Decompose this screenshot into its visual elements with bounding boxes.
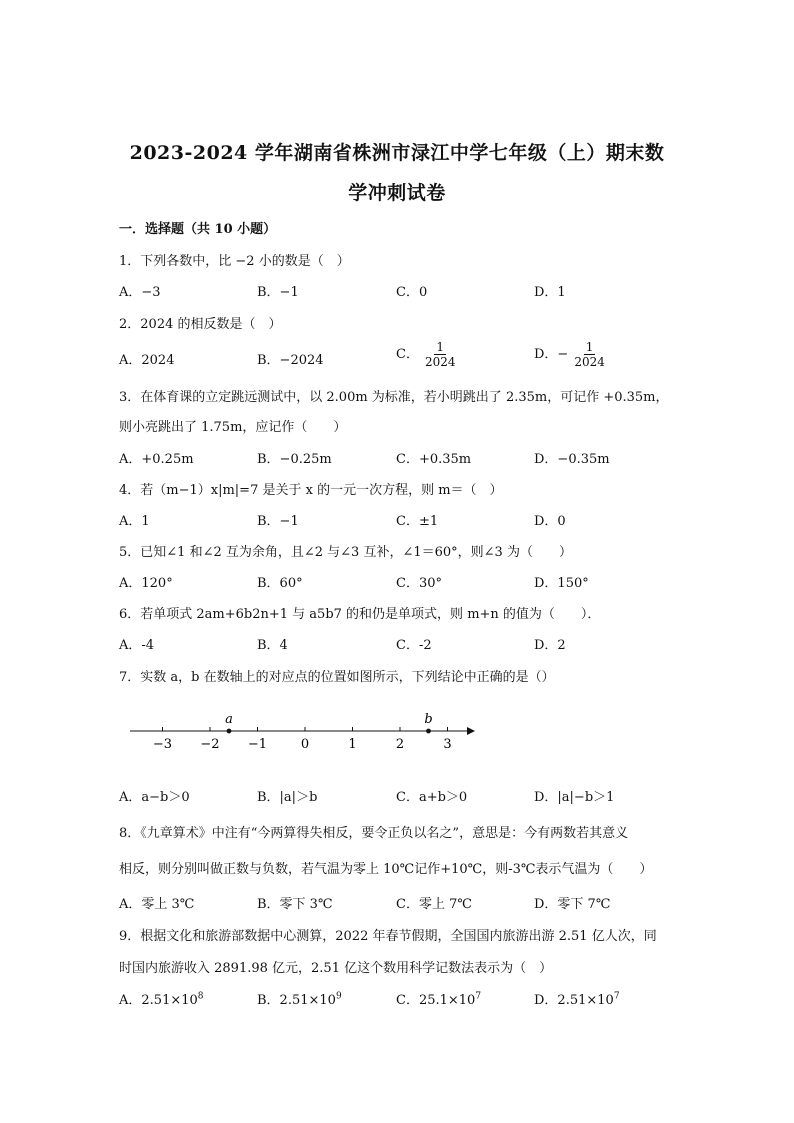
number-line-point-label-a: a — [225, 712, 233, 727]
question-1-option-a[interactable]: A．−3 — [119, 285, 161, 300]
question-1-option-b[interactable]: B．−1 — [257, 285, 299, 300]
fraction: $\frac{1}{2024}$ — [574, 340, 605, 369]
number-line-tick-label: 1 — [348, 737, 357, 752]
number-line-point-label-b: b — [424, 712, 433, 727]
question-2-option-c[interactable] — [396, 340, 458, 369]
question-4-option-c[interactable]: C．±1 — [396, 514, 439, 529]
question-5-option-a[interactable]: A．120° — [119, 576, 173, 591]
question-9-option-c[interactable] — [396, 989, 481, 1008]
question-5-option-b[interactable]: B．60° — [257, 576, 303, 591]
question-7-option-c[interactable]: C．a+b＞0 — [396, 790, 468, 805]
question-4-option-d[interactable]: D．0 — [534, 514, 566, 529]
number-line-tick-label: −3 — [152, 737, 173, 752]
question-5-option-d[interactable]: D．150° — [534, 576, 589, 591]
question-4-option-a[interactable]: A．1 — [119, 514, 150, 529]
question-1-option-d[interactable]: D．1 — [534, 285, 566, 300]
question-5-stem: 5．已知∠1 和∠2 互为余角，且∠2 与∠3 互补，∠1＝60°，则∠3 为（ ） — [119, 545, 572, 560]
exponent: 9 — [335, 991, 342, 1002]
question-3-stem-cont: 则小亮跳出了 1.75m，应记作（ ） — [119, 420, 347, 435]
option-d-label: D．− — [534, 347, 569, 362]
question-5-option-c[interactable]: C．30° — [396, 576, 442, 591]
exponent: 7 — [475, 991, 482, 1002]
number-line-tick-label: −1 — [247, 737, 268, 752]
question-3-option-b[interactable]: B．−0.25m — [257, 452, 332, 467]
number-line-arrow — [467, 727, 475, 735]
question-8-option-a[interactable]: A．零上 3℃ — [119, 897, 195, 912]
question-7-option-a[interactable]: A．a−b＞0 — [119, 790, 190, 805]
question-2-option-a[interactable]: A．2024 — [119, 353, 175, 368]
number-line-figure — [125, 705, 485, 755]
exam-title-line2: 学冲刺试卷 — [348, 182, 446, 204]
question-7-stem: 7．实数 a，b 在数轴上的对应点的位置如图所示，下列结论中正确的是（） — [119, 670, 555, 685]
exam-title-line1: 2023-2024 学年湖南省株洲市渌江中学七年级（上）期末数 — [129, 142, 665, 164]
question-6-stem: 6．若单项式 2am+6b2n+1 与 a5b7 的和仍是单项式，则 m+n 的值为（ ）． — [119, 607, 601, 622]
number-line-point-a — [227, 729, 232, 734]
exponent: 7 — [613, 991, 620, 1002]
question-8-option-c[interactable]: C．零上 7℃ — [396, 897, 472, 912]
question-8-stem-cont: 相反，则分别叫做正数与负数，若气温为零上 10℃记作+10℃，则-3℃表示气温为（ ） — [119, 862, 653, 877]
question-9-option-d[interactable] — [534, 989, 620, 1008]
number-line-tick-label: 0 — [300, 737, 310, 752]
question-2-option-d[interactable] — [534, 340, 607, 369]
option-text: B．2.51×10 — [257, 993, 336, 1008]
question-2-option-b[interactable]: B．−2024 — [257, 353, 324, 368]
option-c-label: C． — [396, 347, 419, 362]
option-text: A．2.51×10 — [119, 993, 198, 1008]
number-line-tick-label: 3 — [443, 737, 452, 752]
question-3-option-a[interactable]: A．+0.25m — [119, 452, 194, 467]
question-8-option-b[interactable]: B．零下 3℃ — [257, 897, 333, 912]
question-6-option-b[interactable]: B．4 — [257, 638, 288, 653]
exponent: 8 — [197, 991, 204, 1002]
question-8-option-d[interactable]: D．零下 7℃ — [534, 897, 611, 912]
question-6-option-a[interactable]: A．-4 — [119, 638, 155, 653]
number-line-point-b — [426, 729, 431, 734]
number-line-tick-label: 2 — [395, 737, 405, 752]
question-4-option-b[interactable]: B．−1 — [257, 514, 299, 529]
question-9-stem-cont: 时国内旅游收入 2891.98 亿元，2.51 亿这个数用科学记数法表示为（ ） — [119, 961, 553, 976]
question-6-option-c[interactable]: C．-2 — [396, 638, 432, 653]
question-3-stem: 3．在体育课的立定跳远测试中，以 2.00m 为标准，若小明跳出了 2.35m，可记作 +0.35m， — [119, 390, 669, 405]
question-9-option-b[interactable] — [257, 989, 342, 1008]
option-text: D．2.51×10 — [534, 993, 614, 1008]
question-9-option-a[interactable] — [119, 989, 204, 1008]
question-2-stem: 2．2024 的相反数是（ ） — [119, 317, 282, 332]
option-text: C．25.1×10 — [396, 993, 476, 1008]
question-7-option-b[interactable]: B．|a|＞b — [257, 790, 318, 805]
question-7-option-d[interactable]: D．|a|−b＞1 — [534, 790, 615, 805]
question-6-option-d[interactable]: D．2 — [534, 638, 566, 653]
question-4-stem: 4．若（m−1）x|m|=7 是关于 x 的一元一次方程，则 m＝（ ） — [119, 483, 503, 498]
section-heading: 一．选择题（共 10 小题） — [119, 222, 277, 237]
question-3-option-c[interactable]: C．+0.35m — [396, 452, 472, 467]
number-line-tick-label: −2 — [200, 737, 220, 752]
question-9-stem: 9．根据文化和旅游部数据中心测算，2022 年春节假期，全国国内旅游出游 2.51 亿人次，同 — [119, 929, 657, 944]
question-1-stem: 1．下列各数中，比 −2 小的数是（ ） — [119, 254, 350, 269]
question-3-option-d[interactable]: D．−0.35m — [534, 452, 610, 467]
fraction: $\frac{1}{2024}$ — [424, 340, 456, 369]
question-8-stem: 8．《九章算术》中注有“今两算得失相反，要令正负以名之”，意思是：今有两数若其意义 — [119, 826, 629, 841]
question-1-option-c[interactable]: C．0 — [396, 285, 428, 300]
